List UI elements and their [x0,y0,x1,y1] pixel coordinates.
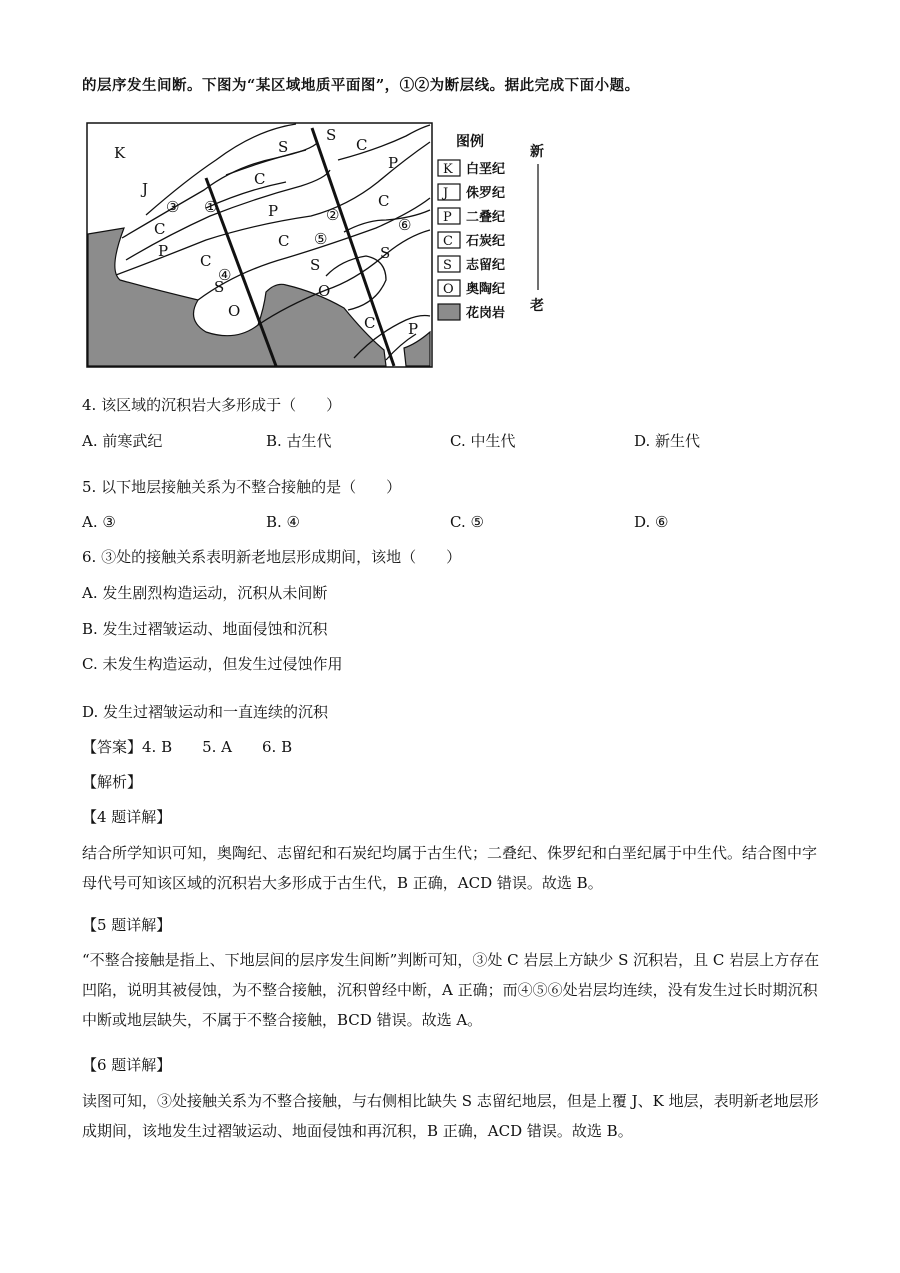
region-label-s-right-top: S [326,126,337,144]
legend-label-1: 侏罗纪 [466,186,506,201]
region-label-o-mid: O [318,282,331,300]
legend-label-6: 花岗岩 [466,306,506,321]
legend-label-4: 志留纪 [466,258,506,273]
legend-swatch-1 [438,184,460,200]
question-6-stem: 6. ③处的接触关系表明新老地层形成期间，该地（ ） [82,548,462,566]
geologic-map-figure [86,120,556,370]
region-label-p-right-top: P [388,154,399,172]
q4-option-b: B. 古生代 [266,432,332,450]
legend-title: 图例 [456,134,484,150]
q6-option-b: B. 发生过褶皱运动、地面侵蚀和沉积 [82,620,328,638]
region-label-s-top: S [278,138,289,156]
region-label-c-mid-low: C [200,252,212,270]
intro-text: 的层序发生间断。下图为“某区域地质平面图”，①②为断层线。据此完成下面小题。 [82,77,640,94]
q4-option-a: A. 前寒武纪 [82,432,163,450]
legend-label-5: 奥陶纪 [466,282,506,297]
region-label-c-left: C [154,220,166,238]
detail-5-title: 【5 题详解】 [82,916,172,934]
detail-4-text: 结合所学知识可知，奥陶纪、志留纪和石炭纪均属于古生代；二叠纪、侏罗纪和白垩纪属于中生代。结合图中字母代号可知该区域的沉积岩大多形成于古生代，B 正确，ACD 错误。故选 B。 [82,844,818,892]
region-label-c-mid-top: C [254,170,266,188]
detail-4-title: 【4 题详解】 [82,808,172,826]
q6-option-a: A. 发生剧烈构造运动，沉积从未间断 [82,584,328,602]
marker-m2: ② [326,206,340,224]
marker-m6: ⑥ [398,216,412,234]
legend-symbol-3: C [443,234,453,249]
detail-6-text: 读图可知，③处接触关系为不整合接触，与右侧相比缺失 S 志留纪地层，但是上覆 J、K 地层，表明新老地层形成期间，该地发生过褶皱运动、地面侵蚀和再沉积，B 正确，ACD 错误。故选 B。 [82,1092,819,1140]
region-label-c-right-low: C [364,314,376,332]
marker-m5: ⑤ [314,230,328,248]
region-label-c-right-top: C [356,136,368,154]
region-label-s-mid: S [310,256,321,274]
marker-m1: ① [204,198,218,216]
legend-scale-new: 新 [530,144,544,160]
q4-option-d: D. 新生代 [634,432,701,450]
legend-symbol-4: S [443,258,452,273]
marker-m4: ④ [218,266,232,284]
detail-5-text: “不整合接触是指上、下地层间的层序发生间断”判断可知，③处 C 岩层上方缺少 S 沉积岩，且 C 岩层上方存在凹陷，说明其被侵蚀，为不整合接触，沉积曾经中断，A 正确；而④⑤⑥处岩层均连续，没有发生过长时期沉积中断或地层缺失，不属于不整合接触，BCD 错误。故选 A。 [82,951,820,1029]
q6-option-c: C. 未发生构造运动，但发生过侵蚀作用 [82,655,343,673]
q5-option-a: A. ③ [82,513,116,531]
legend-label-3: 石炭纪 [466,234,506,249]
region-label-j1: J [142,180,149,198]
legend-scale-old: 老 [530,298,544,314]
detail-6-title: 【6 题详解】 [82,1056,172,1074]
region-label-s-right: S [380,244,391,262]
region-label-p-mid: P [268,202,279,220]
legend-label-0: 白垩纪 [466,162,506,177]
question-5-stem: 5. 以下地层接触关系为不整合接触的是（ ） [82,478,402,496]
region-label-c-mid: C [278,232,290,250]
q4-option-c: C. 中生代 [450,432,516,450]
q5-option-c: C. ⑤ [450,513,484,531]
q6-option-d: D. 发生过褶皱运动和一直连续的沉积 [82,703,329,721]
marker-m3: ③ [166,198,180,216]
region-label-k1: K [114,144,126,162]
legend [438,133,544,321]
analysis-title: 【解析】 [82,773,143,791]
region-label-c-right: C [378,192,390,210]
q5-option-b: B. ④ [266,513,301,531]
legend-symbol-0: K [443,162,453,177]
q5-option-d: D. ⑥ [634,513,669,531]
legend-label-2: 二叠纪 [466,210,506,225]
region-label-s-mid-low: S [214,278,225,296]
region-label-p-right-low: P [408,320,419,338]
legend-symbol-1: J [443,186,449,201]
legend-symbol-5: O [443,282,454,297]
answer-line: 【答案】4. B 5. A 6. B [82,738,293,756]
region-label-o-left: O [228,302,241,320]
legend-symbol-2: P [443,210,452,225]
question-4-stem: 4. 该区域的沉积岩大多形成于（ ） [82,396,342,414]
legend-swatch-6 [438,304,460,320]
region-label-p-left: P [158,242,169,260]
